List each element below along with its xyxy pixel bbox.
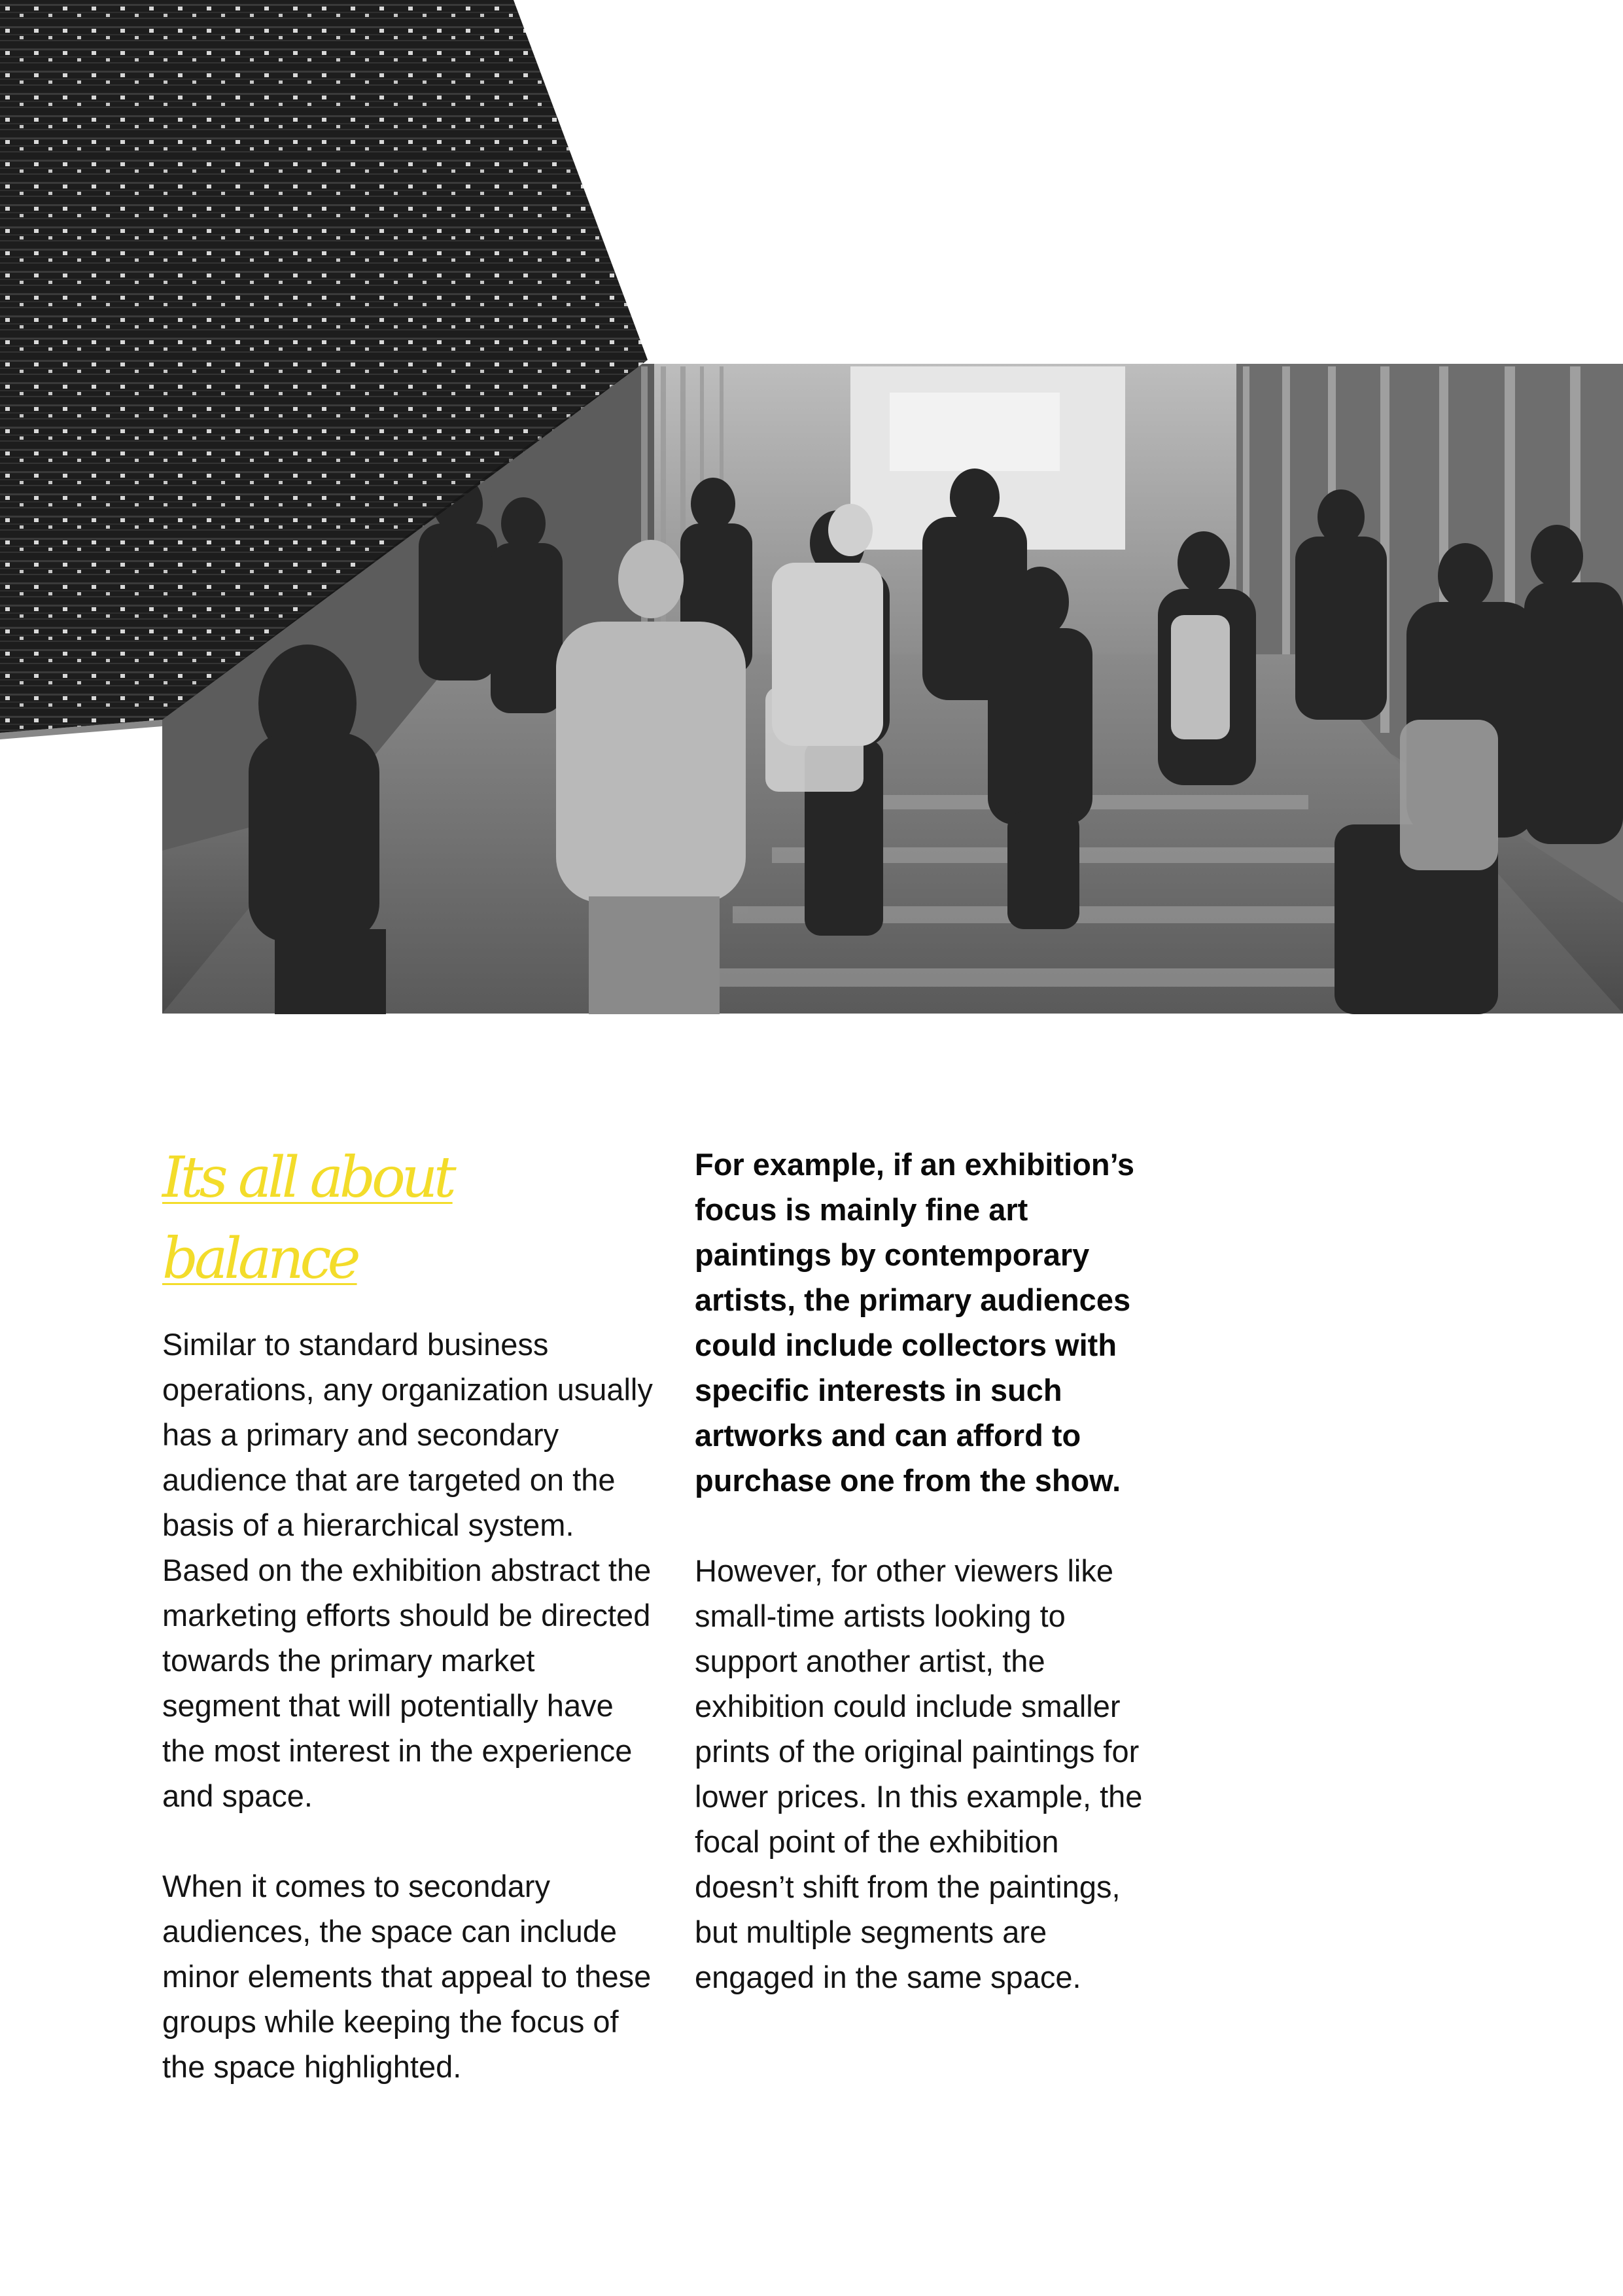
hero-imagery xyxy=(0,0,1623,1021)
left-column xyxy=(162,1322,659,2089)
section-heading xyxy=(162,1137,502,1299)
heading-line-2: balance xyxy=(162,1226,357,1292)
left-paragraph-2: When it comes to secondary audiences, the space can include minor elements that appeal to these groups while keeping the focus of the space highlighted. xyxy=(162,1869,652,2084)
right-column xyxy=(695,1142,1153,2000)
left-paragraph-1: Similar to standard business operations, any organization usually has a primary and secondary audience that are targeted on the basis of a hierarchical system. Based on the exhibition abstract the marketing efforts should be directed towards the primary market segment that will potentially have the most interest in the experience and space. xyxy=(162,1327,653,1813)
right-paragraph-2: However, for other viewers like small-time artists looking to support another artist, the exhibition could include smaller prints of the original paintings for lower prices. In this example, the focal point of the exhibition doesn’t shift from the paintings, but multiple segments are engaged in the same space. xyxy=(695,1553,1143,1994)
right-lead-paragraph: For example, if an exhibition’s focus is mainly fine art paintings by contemporary artists, the primary audiences could include collectors with specific interests in such artworks and can afford to purchase one from the show. xyxy=(695,1147,1135,1498)
heading-line-1: Its all about xyxy=(162,1145,453,1210)
